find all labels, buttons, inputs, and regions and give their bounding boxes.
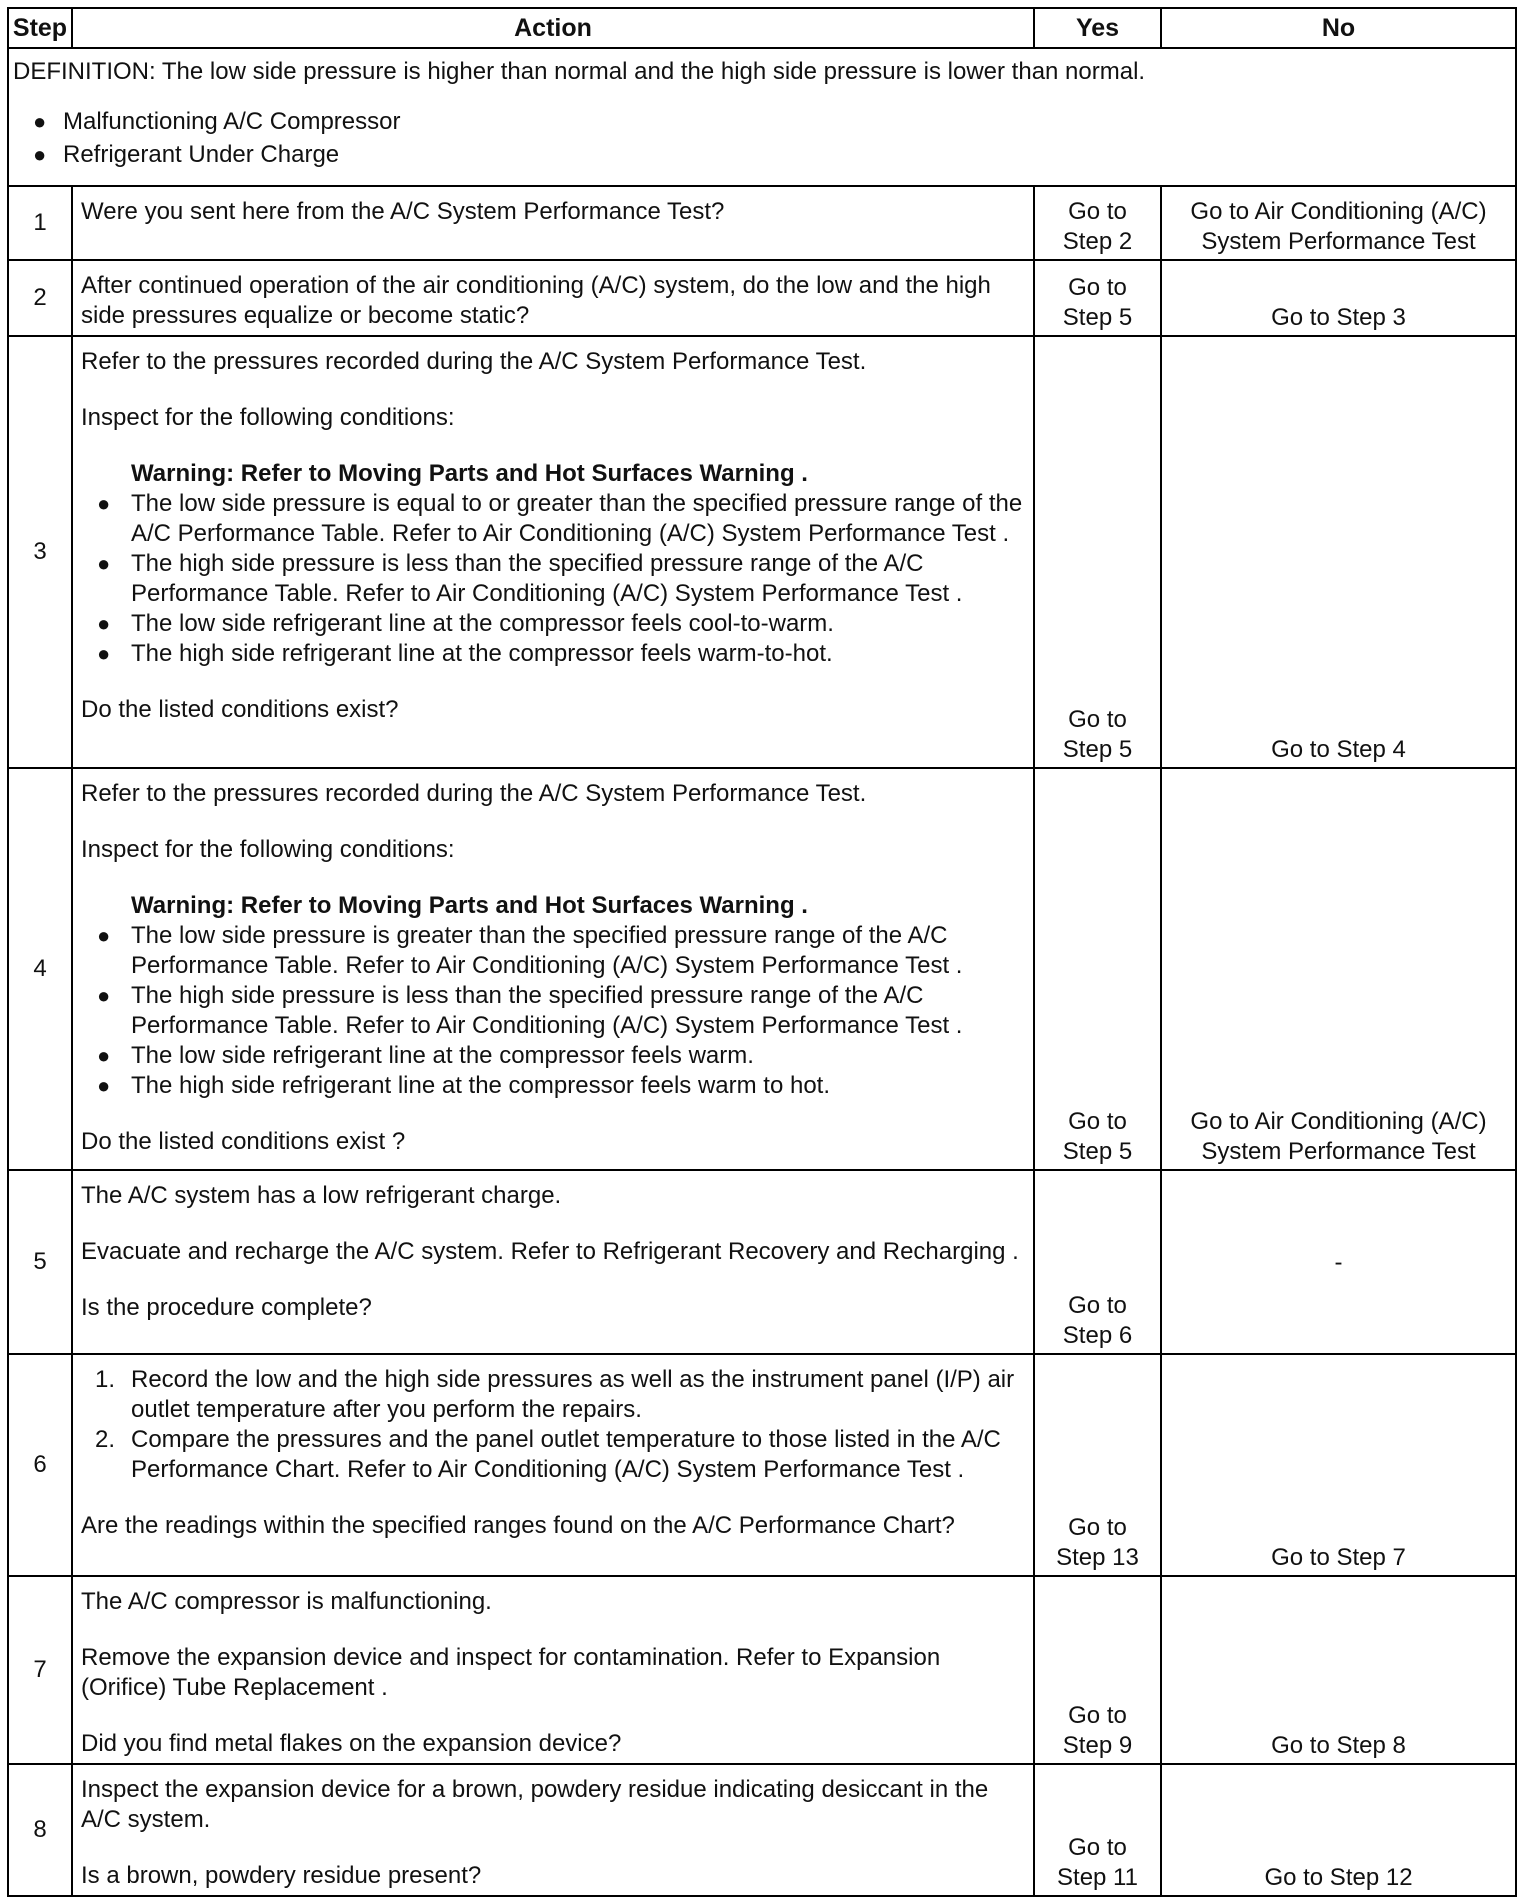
no-link[interactable]: Go to Step 8 (1271, 1732, 1406, 1759)
table-row-step-5 (8, 1170, 1516, 1354)
table-row-step-3 (8, 336, 1516, 768)
step-question: Is a brown, powdery residue present? (81, 1862, 482, 1889)
step-question: After continued operation of the air conditioning (A/C) system, do the low and the high side pressures equalize or become static? (81, 272, 991, 329)
step-body: Remove the expansion device and inspect for contamination. Refer to Expansion (Orifice) Tube Replacement . (81, 1644, 941, 1701)
step-intro: The A/C system has a low refrigerant charge. (81, 1182, 562, 1209)
procedure-list (81, 1365, 1025, 1485)
list-item: ● Refrigerant Under Charge (13, 140, 1507, 170)
header-no: No (1161, 8, 1516, 48)
table-row-step-8 (8, 1764, 1516, 1896)
list-item: ● The low side pressure is equal to or greater than the specified pressure range of the A/C Performance Table. Refer to Air Conditioning (A/C) System Performance Test . (81, 489, 1025, 549)
list-item: ● The high side pressure is less than the specified pressure range of the A/C Performance Table. Refer to Air Conditioning (A/C) System Performance Test . (81, 981, 1025, 1041)
yes-link[interactable]: Go to Step 5 (1062, 1108, 1133, 1165)
step-number: 7 (8, 1576, 72, 1764)
yes-link[interactable]: Go to Step 9 (1062, 1702, 1133, 1759)
list-item: ● The high side refrigerant line at the compressor feels warm-to-hot. (81, 639, 1025, 669)
no-link[interactable]: Go to Air Conditioning (A/C) System Performance Test (1190, 198, 1487, 255)
table-row-step-1 (8, 186, 1516, 260)
step-number: 4 (8, 768, 72, 1170)
condition-list (81, 921, 1025, 1101)
list-item: ● The low side refrigerant line at the compressor feels cool-to-warm. (81, 609, 1025, 639)
header-yes: Yes (1034, 8, 1161, 48)
yes-link[interactable]: Go to Step 6 (1062, 1292, 1133, 1349)
list-item: ● The high side refrigerant line at the compressor feels warm to hot. (81, 1071, 1025, 1101)
step-intro: Refer to the pressures recorded during the A/C System Performance Test. (81, 348, 867, 375)
header-action: Action (72, 8, 1034, 48)
step-question: Is the procedure complete? (81, 1294, 372, 1321)
step-question: Do the listed conditions exist ? (81, 1128, 406, 1155)
header-row (8, 8, 1516, 48)
step-inspect: Inspect for the following conditions: (81, 836, 455, 863)
table-row-step-7 (8, 1576, 1516, 1764)
step-number: 8 (8, 1764, 72, 1896)
yes-link[interactable]: Go to Step 5 (1062, 274, 1133, 331)
step-number: 5 (8, 1170, 72, 1354)
step-intro: Refer to the pressures recorded during the A/C System Performance Test. (81, 780, 867, 807)
item-text: Compare the pressures and the panel outlet temperature to those listed in the A/C Performance Chart. Refer to Air Conditioning (A/C) System Performance Test . (131, 1426, 1001, 1483)
step-number: 2 (8, 260, 72, 336)
item-text: Record the low and the high side pressures as well as the instrument panel (I/P) air outlet temperature after you perform the repairs. (131, 1366, 1015, 1423)
step-question: Did you find metal flakes on the expansion device? (81, 1730, 622, 1757)
no-link[interactable]: Go to Step 3 (1271, 304, 1406, 331)
list-item (81, 1365, 1025, 1425)
warning-text: Warning: Refer to Moving Parts and Hot Surfaces Warning . (131, 892, 808, 919)
step-inspect: Inspect for the following conditions: (81, 404, 455, 431)
step-intro: The A/C compressor is malfunctioning. (81, 1588, 492, 1615)
item-number: 1. (95, 1366, 116, 1393)
yes-link[interactable]: Go to Step 5 (1062, 706, 1133, 763)
step-number: 6 (8, 1354, 72, 1576)
definition-row (8, 48, 1516, 186)
no-link[interactable]: Go to Step 7 (1271, 1544, 1406, 1571)
step-number: 3 (8, 336, 72, 768)
item-number: 2. (95, 1426, 116, 1453)
list-item: ● Malfunctioning A/C Compressor (13, 107, 1507, 137)
diagnostic-table (7, 7, 1517, 1897)
step-intro: Inspect the expansion device for a brown, powdery residue indicating desiccant in the A/C system. (81, 1776, 989, 1833)
no-link[interactable]: Go to Step 4 (1271, 736, 1406, 763)
condition-list (81, 489, 1025, 669)
step-question: Were you sent here from the A/C System Performance Test? (81, 198, 725, 225)
table-row-step-2 (8, 260, 1516, 336)
no-link[interactable]: Go to Air Conditioning (A/C) System Performance Test (1190, 1108, 1487, 1165)
yes-link[interactable]: Go to Step 13 (1056, 1514, 1139, 1571)
yes-link[interactable]: Go to Step 11 (1057, 1834, 1138, 1891)
header-step: Step (8, 8, 72, 48)
no-link: - (1334, 1249, 1343, 1276)
list-item: ● The low side refrigerant line at the compressor feels warm. (81, 1041, 1025, 1071)
list-item: ● The low side pressure is greater than the specified pressure range of the A/C Performance Table. Refer to Air Conditioning (A/C) System Performance Test . (81, 921, 1025, 981)
definition-bullets (13, 107, 1507, 170)
list-item (81, 1425, 1025, 1485)
no-link[interactable]: Go to Step 12 (1264, 1864, 1413, 1891)
definition-text: DEFINITION: The low side pressure is higher than normal and the high side pressure is lower than normal. (13, 58, 1146, 85)
table-row-step-6 (8, 1354, 1516, 1576)
warning-text: Warning: Refer to Moving Parts and Hot Surfaces Warning . (131, 460, 808, 487)
table-row-step-4 (8, 768, 1516, 1170)
step-body: Evacuate and recharge the A/C system. Refer to Refrigerant Recovery and Recharging . (81, 1238, 1019, 1265)
list-item: ● The high side pressure is less than the specified pressure range of the A/C Performance Table. Refer to Air Conditioning (A/C) System Performance Test . (81, 549, 1025, 609)
step-question: Do the listed conditions exist? (81, 696, 399, 723)
yes-link[interactable]: Go to Step 2 (1062, 198, 1133, 255)
step-number: 1 (8, 186, 72, 260)
step-question: Are the readings within the specified ranges found on the A/C Performance Chart? (81, 1512, 955, 1539)
